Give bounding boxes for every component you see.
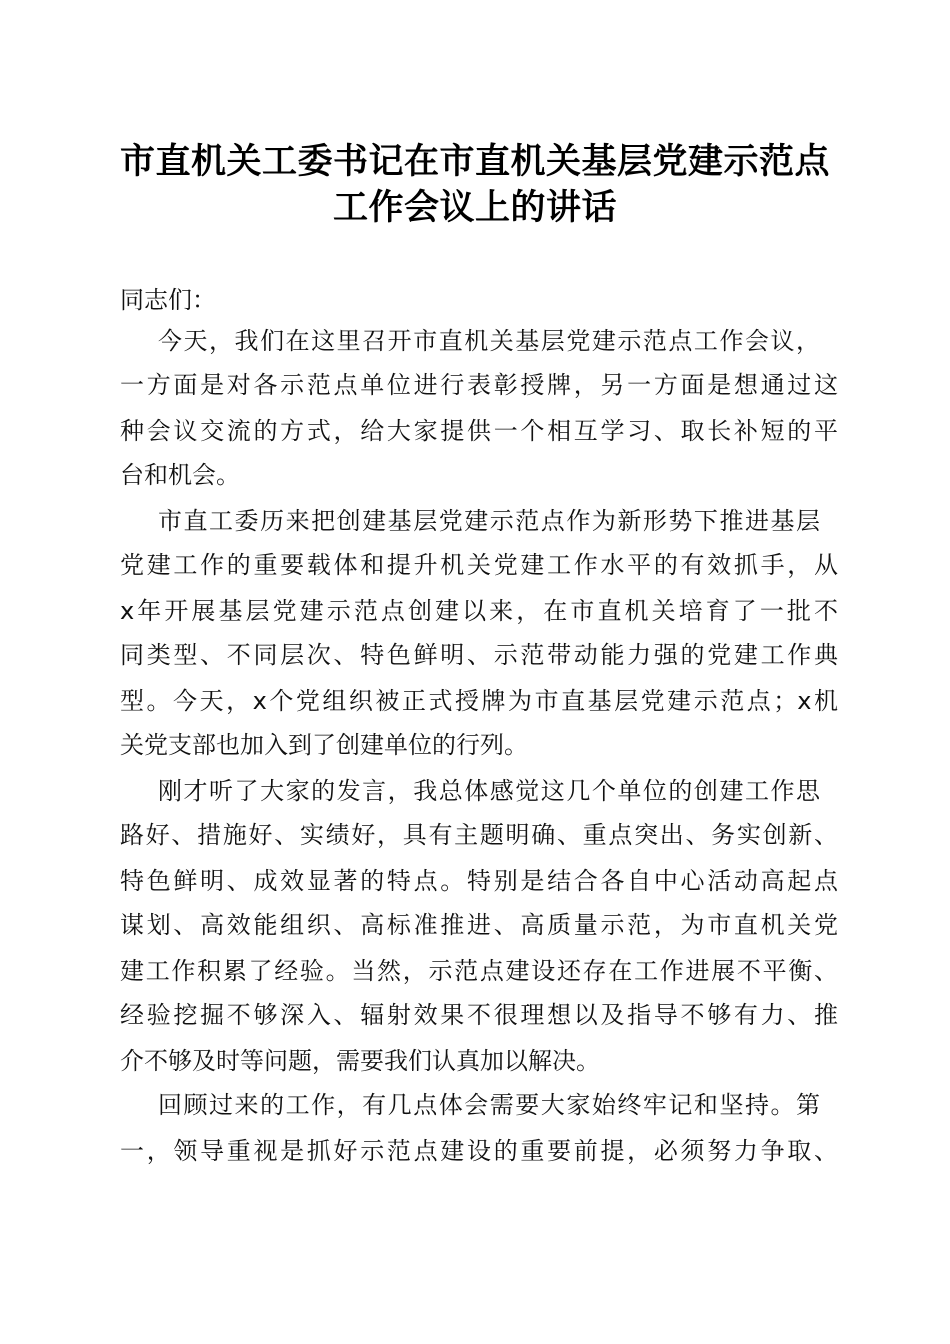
document-title-line-2: 工作会议上的讲话 (332, 187, 617, 228)
paragraph-2-line-5: 型。今天，x个党组织被正式授牌为市直基层党建示范点；x机 (120, 687, 838, 715)
paragraph-2-line-4: 同类型、不同层次、特色鲜明、示范带动能力强的党建工作典 (120, 641, 838, 669)
paragraph-1-line-1: 今天，我们在这里召开市直机关基层党建示范点工作会议， (158, 327, 820, 355)
paragraph-2-line-6: 关党支部也加入到了创建单位的行列。 (120, 731, 528, 759)
paragraph-1-line-2: 一方面是对各示范点单位进行表彰授牌，另一方面是想通过这 (120, 371, 838, 399)
paragraph-2-line-3: x年开展基层党建示范点创建以来，在市直机关培育了一批不 (120, 597, 838, 625)
paragraph-3-line-2: 路好、措施好、实绩好，具有主题明确、重点突出、务实创新、 (120, 821, 838, 849)
paragraph-3-line-5: 建工作积累了经验。当然，示范点建设还存在工作进展不平衡、 (120, 957, 838, 985)
paragraph-3-line-7: 介不够及时等问题，需要我们认真加以解决。 (120, 1047, 600, 1075)
paragraph-1-line-4: 台和机会。 (120, 461, 240, 489)
salutation: 同志们： (120, 286, 216, 314)
paragraph-3-line-4: 谋划、高效能组织、高标准推进、高质量示范，为市直机关党 (120, 911, 838, 939)
paragraph-3-line-1: 刚才听了大家的发言，我总体感觉这几个单位的创建工作思 (158, 777, 820, 805)
paragraph-2-line-2: 党建工作的重要载体和提升机关党建工作水平的有效抓手，从 (120, 551, 838, 579)
document-title-line-1: 市直机关工委书记在市直机关基层党建示范点 (119, 141, 830, 182)
paragraph-4-line-1: 回顾过来的工作，有几点体会需要大家始终牢记和坚持。第 (158, 1091, 820, 1119)
paragraph-3-line-6: 经验挖掘不够深入、辐射效果不很理想以及指导不够有力、推 (120, 1001, 838, 1029)
paragraph-4-line-2: 一，领导重视是抓好示范点建设的重要前提，必须努力争取、 (120, 1137, 838, 1165)
paragraph-2-line-1: 市直工委历来把创建基层党建示范点作为新形势下推进基层 (158, 507, 820, 535)
paragraph-1-line-3: 种会议交流的方式，给大家提供一个相互学习、取长补短的平 (120, 417, 838, 445)
paragraph-3-line-3: 特色鲜明、成效显著的特点。特别是结合各自中心活动高起点 (120, 867, 838, 895)
